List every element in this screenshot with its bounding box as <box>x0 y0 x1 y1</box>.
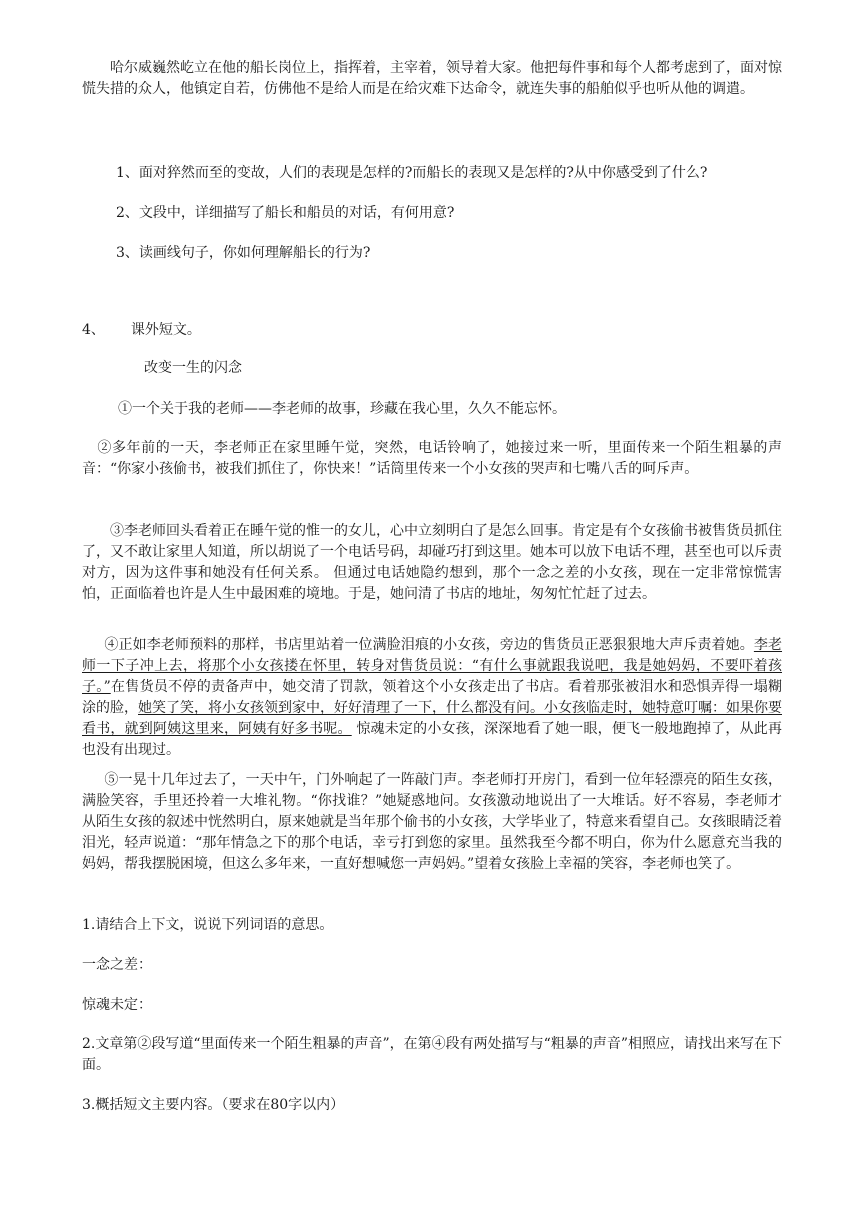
story-paragraph-2: ②多年前的一天，李老师正在家里睡午觉，突然，电话铃响了，她接过来一听，里面传来一个陌生粗暴的声音：“你家小孩偷书，被我们抓住了，你快来！”话筒里传来一个小女孩的哭声和七嘴八舌的呵斥声。 <box>82 440 782 477</box>
underlined-sentence-1: 李老师一下子冲上去，将那个小女孩搂在怀里，转身对售货员说：“有什么事就跟我说吧，我是她妈妈，不要吓着孩子。” <box>82 637 783 695</box>
story-paragraph-1: ①一个关于我的老师——李老师的故事，珍藏在我心里，久久不能忘怀。 <box>118 401 566 417</box>
story-paragraph-4-part-a: ④正如李老师预料的那样，书店里站着一位满脸泪痕的小女孩，旁边的售货员正恶狠狠地大声斥责着她。 <box>104 637 754 653</box>
story-paragraph-4-part-b: 在售货员不停的责备声中，她交清了罚款，领着这个小女孩走出了书店。看着那张被泪水和恐惧弄得一塌糊涂的脸， <box>82 679 782 716</box>
story-title: 改变一生的闪念 <box>144 360 242 376</box>
question-1: 1、面对猝然而至的变故，人们的表现是怎样的?而船长的表现又是怎样的?从中你感受到了什么? <box>116 165 708 181</box>
underlined-sentence-2: 她笑了笑，将小女孩领到家中，好好清理了一下，什么都没有问。小女孩临走时，她特意叮嘱：如果你要看书，就到阿姨这里来，阿姨有好多书呢。 <box>82 700 782 737</box>
question-2-3: 3.概括短文主要内容。（要求在80字以内） <box>82 1097 345 1113</box>
section-4-heading <box>82 320 782 341</box>
question-2-1: 1.请结合上下文，说说下列词语的意思。 <box>82 917 334 933</box>
story-paragraph-3: ③李老师回头看着正在睡午觉的惟一的女儿，心中立刻明白了是怎么回事。肯定是有个女孩偷书被售货员抓住了，又不敢让家里人知道，所以胡说了一个电话号码，却碰巧打到这里。她本可以放下电话不理，甚至也可以斥责对方，因为这件事和她没有任何关系。 但通过电话她隐约想到，那个一念之差的小女孩，现在一定非常惊慌害怕，正面临着也许是人生中最困难的境地。于是，她问清了书店的地址，匆匆忙忙赶了过去。 <box>82 523 782 602</box>
story-paragraph-4-part-c: 惊魂未定的小女孩，深深地看了她一眼，便飞一般地跑掉了，从此再也没有出现过。 <box>82 721 782 758</box>
section-4-number: 4、 <box>82 322 105 338</box>
story-paragraph-4 <box>82 635 782 761</box>
term-2: 惊魂未定： <box>82 997 152 1013</box>
question-2-2: 2.文章第②段写道“里面传来一个陌生粗暴的声音”，在第④段有两处描写与“粗暴的声音”相照应，请找出来写在下面。 <box>82 1036 782 1073</box>
story-paragraph-5: ⑤一晃十几年过去了，一天中午，门外响起了一阵敲门声。李老师打开房门，看到一位年轻漂亮的陌生女孩，满脸笑容，手里还拎着一大堆礼物。“你找谁？”她疑惑地问。女孩激动地说出了一大堆话。好不容易，李老师才从陌生女孩的叙述中恍然明白，原来她就是当年那个偷书的小女孩，大学毕业了，特意来看望自己。女孩眼睛泛着泪光，轻声说道：“那年情急之下的那个电话，幸亏打到您的家里。虽然我至今都不明白，你为什么愿意充当我的妈妈，帮我摆脱困境，但这么多年来，一直好想喊您一声妈妈。”望着女孩脸上幸福的笑容，李老师也笑了。 <box>82 772 782 872</box>
intro-paragraph: 哈尔威巍然屹立在他的船长岗位上，指挥着，主宰着，领导着大家。他把每件事和每个人都考虑到了，面对惊慌失措的众人，他镇定自若，仿佛他不是给人而是在给灾难下达命令，就连失事的船舶似乎也听从他的调遣。 <box>82 60 782 97</box>
question-3: 3、读画线句子，你如何理解船长的行为? <box>116 245 371 261</box>
term-1: 一念之差： <box>82 957 152 973</box>
question-2: 2、文段中，详细描写了船长和船员的对话，有何用意? <box>116 205 455 221</box>
section-4-label: 课外短文。 <box>130 322 201 338</box>
